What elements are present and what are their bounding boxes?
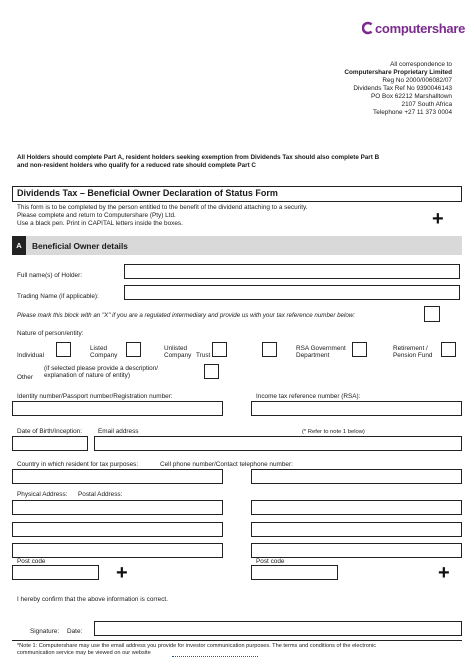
- entity-other-note: (if selected please provide a description/: [44, 365, 159, 372]
- country-label: Country in which resident for tax purposes:: [17, 461, 139, 468]
- logo-mark-icon: [362, 21, 374, 35]
- logo: [362, 20, 465, 36]
- address-line: All correspondence to: [390, 61, 452, 68]
- entity-rsa-checkbox[interactable]: [352, 342, 367, 357]
- tax-ref-field[interactable]: [251, 401, 462, 416]
- registration-mark-icon: +: [432, 208, 444, 230]
- country-field[interactable]: [12, 469, 223, 484]
- id-number-field[interactable]: [12, 401, 223, 416]
- logo-text: computershare: [375, 20, 466, 36]
- entity-rsa-label: RSA Government: [296, 345, 346, 352]
- signature-label: Signature:: [30, 628, 60, 635]
- physical-address-line-3[interactable]: [12, 543, 223, 558]
- postal-address-line-2[interactable]: [251, 522, 462, 537]
- email-field[interactable]: [94, 436, 462, 451]
- post-code-label: Post code: [17, 558, 46, 565]
- address-line: Dividends Tax Ref No 9390046143: [353, 85, 452, 92]
- entity-individual-label: Individual: [17, 352, 45, 359]
- confirmation-text: I hereby confirm that the above information is correct.: [17, 596, 168, 603]
- intro-line: Please complete and return to Computershare (Pty) Ltd.: [17, 212, 176, 219]
- section-letter: A: [16, 241, 22, 250]
- id-number-label: Identity number/Passport number/Registration number:: [17, 393, 173, 400]
- full-name-label: Full name(s) of Holder:: [17, 272, 82, 279]
- physical-address-line-1[interactable]: [12, 500, 223, 515]
- trading-name-field[interactable]: [124, 285, 460, 300]
- entity-listed-label: Listed: [90, 345, 108, 352]
- signature-field[interactable]: [94, 621, 462, 636]
- address-line: 2107 South Africa: [401, 101, 452, 108]
- footnote-rule: [12, 640, 462, 641]
- postal-address-line-1[interactable]: [251, 500, 462, 515]
- physical-post-code-field[interactable]: [12, 565, 99, 580]
- registration-mark-icon: +: [438, 562, 450, 584]
- entity-unlisted-label: Unlisted: [164, 345, 188, 352]
- phone-field[interactable]: [251, 469, 462, 484]
- website-link[interactable]: [172, 656, 258, 657]
- address-company: Computershare Proprietary Limited: [344, 69, 452, 76]
- intermediary-checkbox[interactable]: [424, 306, 440, 322]
- physical-address-line-2[interactable]: [12, 522, 223, 537]
- footnote-line-2: communication service may be viewed on our website: [17, 650, 151, 656]
- footnote-line-1: *Note 1: Computershare may use the email address you provide for investor communication purposes. The terms and conditions of the electronic: [17, 643, 377, 649]
- email-note: (* Refer to note 1 below): [302, 429, 365, 435]
- address-line: Reg No 2000/006082/07: [382, 77, 452, 84]
- entity-retirement-checkbox[interactable]: [441, 342, 456, 357]
- post-code-label: Post code: [256, 558, 285, 565]
- section-a-letter: [12, 236, 26, 255]
- intro-line: Use a black pen. Print in CAPITAL letters inside the boxes.: [17, 220, 183, 227]
- entity-other-checkbox[interactable]: [204, 364, 219, 379]
- postal-address-label: Postal Address:: [78, 491, 123, 498]
- notice-line-2: and non-resident holders who qualify for a reduced rate should complete Part C: [17, 162, 256, 169]
- intermediary-note: Please mark this block with an "X" if you are a regulated intermediary and provide us with your tax reference number below:: [17, 312, 355, 319]
- entity-retirement-label-2: Pension Fund: [393, 352, 433, 359]
- dob-label: Date of Birth/Inception:: [17, 428, 83, 435]
- form-title: Dividends Tax – Beneficial Owner Declaration of Status Form: [17, 188, 278, 198]
- date-label: Date:: [67, 628, 83, 635]
- email-label: Email address: [98, 428, 139, 435]
- notice-line-1: All Holders should complete Part A, resident holders seeking exemption from Dividends Tax should also complete Part B: [17, 154, 380, 161]
- entity-unlisted-checkbox[interactable]: [212, 342, 227, 357]
- tax-ref-label: Income tax reference number (RSA):: [256, 393, 361, 400]
- dob-field[interactable]: [12, 436, 88, 451]
- trading-name-label: Trading Name (if applicable):: [17, 293, 99, 300]
- entity-listed-checkbox[interactable]: [126, 342, 141, 357]
- address-line: PO Box 62212 Marshalltown: [371, 93, 452, 100]
- entity-trust-label: Trust: [196, 352, 211, 359]
- physical-address-label: Physical Address:: [17, 491, 68, 498]
- entity-unlisted-label-2: Company: [164, 352, 192, 359]
- entity-rsa-label-2: Department: [296, 352, 330, 359]
- entity-other-note-2: explanation of nature of entity): [44, 372, 130, 379]
- section-a-title: Beneficial Owner details: [32, 241, 128, 251]
- intro-line: This form is to be completed by the person entitled to the benefit of the dividend attaching to a security.: [17, 204, 308, 211]
- entity-retirement-label: Retirement /: [393, 345, 428, 352]
- postal-post-code-field[interactable]: [251, 565, 338, 580]
- address-block: [344, 61, 452, 117]
- nature-label: Nature of person/entity:: [17, 330, 84, 337]
- entity-listed-label-2: Company: [90, 352, 118, 359]
- entity-other-label: Other: [17, 374, 33, 381]
- entity-trust-checkbox[interactable]: [262, 342, 277, 357]
- entity-individual-checkbox[interactable]: [56, 342, 71, 357]
- phone-label: Cell phone number/Contact telephone number:: [160, 461, 293, 468]
- address-line: Telephone +27 11 373 0004: [373, 109, 452, 116]
- postal-address-line-3[interactable]: [251, 543, 462, 558]
- registration-mark-icon: +: [116, 562, 128, 584]
- full-name-field[interactable]: [124, 264, 460, 279]
